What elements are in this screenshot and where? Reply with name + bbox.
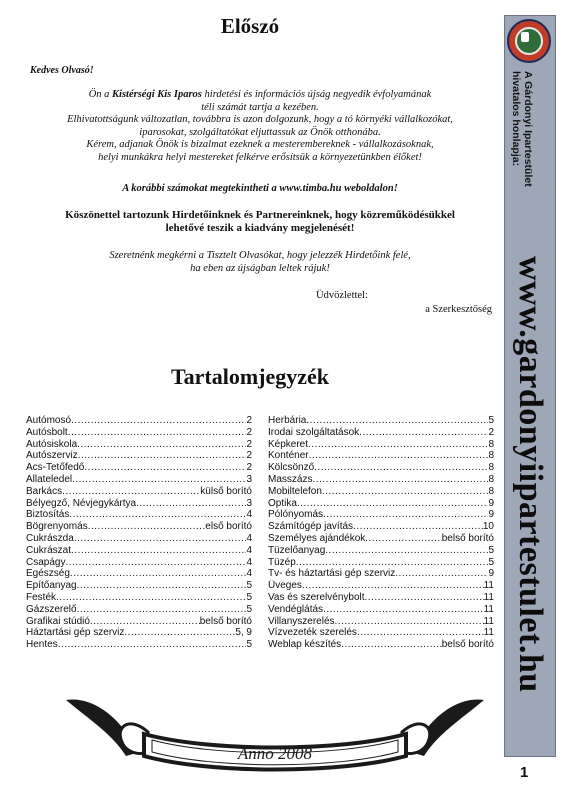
toc-entry-name: Ács-Tetőfedő	[26, 462, 85, 474]
toc-entry-page: külső borító	[200, 485, 252, 497]
toc-entry-name: Weblap készítés	[268, 639, 342, 651]
intro-rest: hirdetési és információs újság negyedik évfolyamának	[201, 89, 432, 100]
salutation: Kedves Olvasó!	[30, 65, 94, 76]
toc-leader-dots	[297, 498, 489, 510]
sidebar-caption	[510, 71, 534, 187]
toc-entry	[268, 604, 494, 616]
toc-leader-dots	[77, 439, 246, 451]
toc-entry-page: 2	[246, 426, 252, 438]
toc-entry-name: Tüzép	[268, 556, 296, 568]
toc-entry-page: 8	[488, 450, 494, 462]
toc-title: Tartalomjegyzék	[170, 364, 330, 389]
toc-entry-page: 5	[488, 556, 494, 568]
toc-entry-page: 5	[246, 591, 252, 603]
toc-entry-page: 3	[246, 497, 252, 509]
toc-entry-page: 3	[246, 473, 252, 485]
guild-logo-icon	[507, 19, 551, 63]
toc-entry	[268, 498, 494, 510]
toc-entry-name: Grafikai stúdió	[26, 615, 90, 627]
toc-entry-name: Vas és szerelvénybolt	[268, 591, 365, 603]
toc-entry-name: Festék	[26, 591, 57, 603]
banner-text: Anno 2008	[237, 744, 313, 763]
toc-leader-dots	[74, 533, 247, 545]
toc-leader-dots	[296, 557, 489, 569]
toc-entry	[26, 568, 252, 580]
toc-entry-page: 11	[483, 591, 494, 603]
toc-entry-page: 9	[488, 509, 494, 521]
toc-entry	[268, 427, 494, 439]
toc-entry	[268, 557, 494, 569]
toc-leader-dots	[365, 592, 484, 604]
publication-name: Kistérségi Kis Iparos	[112, 89, 202, 100]
sidebar-line-2: hivatalos honlapja:	[510, 71, 522, 167]
toc-entry	[268, 627, 494, 639]
toc-leader-dots	[395, 568, 488, 580]
toc-entry-name: Számítógép javítás	[268, 521, 354, 533]
toc-leader-dots	[357, 627, 484, 639]
request-line-1: Szeretnénk megkérni a Tisztelt Olvasókat, hogy jelezzék Hirdetőink felé,	[109, 250, 411, 261]
toc-entry	[268, 462, 494, 474]
toc-entry-page: 2	[246, 438, 252, 450]
sidebar-line-1: A Gárdonyi Ipartestület	[522, 71, 534, 187]
toc-entry	[26, 462, 252, 474]
toc-entry	[26, 415, 252, 427]
toc-entry-name: Pólónyomás	[268, 509, 324, 521]
toc-entry-page: 5, 9	[235, 627, 252, 639]
toc-leader-dots	[314, 462, 488, 474]
toc-leader-dots	[323, 509, 488, 521]
toc-leader-dots	[306, 415, 488, 427]
toc-entry-page: 10	[482, 521, 494, 533]
toc-entry-page: 11	[483, 603, 494, 615]
toc-leader-dots	[136, 498, 246, 510]
toc-entry	[268, 639, 494, 651]
toc-entry-name: Mobiltelefon	[268, 485, 322, 497]
toc-entry-name: Vízvezeték szerelés	[268, 627, 357, 639]
page-number: 1	[520, 764, 529, 781]
thanks-line-1: Köszönettel tartozunk Hirdetőinknek és Partnereinknek, hogy közreműködésükkel	[65, 209, 455, 221]
toc-entry-page: 11	[483, 580, 494, 592]
toc-entry-page: 2	[488, 426, 494, 438]
greeting: Üdvözlettel:	[316, 290, 368, 301]
toc-leader-dots	[322, 486, 489, 498]
intro-line-4: iparosokat, szolgáltatókat eljuttassuk az Önök otthonába.	[139, 126, 381, 138]
toc-entry-page: 8	[488, 485, 494, 497]
intro-prefix: Ön a	[88, 89, 113, 100]
toc-entry-page: 5	[246, 639, 252, 651]
toc-entry	[268, 545, 494, 557]
toc-entry-name: Csapágy	[26, 556, 66, 568]
toc-leader-dots	[335, 616, 484, 628]
intro-paragraph	[20, 89, 500, 165]
toc-leader-dots	[84, 462, 246, 474]
toc-leader-dots	[308, 439, 488, 451]
toc-leader-dots	[58, 639, 247, 651]
logo-center-mark	[521, 32, 529, 42]
toc-entry	[268, 616, 494, 628]
toc-entry	[268, 592, 494, 604]
toc-entry	[268, 533, 494, 545]
toc-entry-name: Villanyszerelés	[268, 615, 335, 627]
intro-line-6: helyi munkákra helyi mestereket felkérve erősítsük a környezetünkben élőket!	[98, 151, 422, 163]
toc-entry-page: 4	[246, 544, 252, 556]
toc-entry-name: Hentes	[26, 639, 58, 651]
toc-entry	[268, 568, 494, 580]
toc-entry-name: Kölcsönző	[268, 462, 315, 474]
toc-entry-name: Vendéglátás	[268, 603, 324, 615]
toc-entry-page: 5	[488, 544, 494, 556]
toc-entry-name: Bélyegző, Névjegykártya	[26, 497, 137, 509]
toc-entry-page: belső borító	[199, 615, 252, 627]
toc-leader-dots	[77, 604, 247, 616]
toc-entry	[26, 450, 252, 462]
toc-entry-page: 5	[488, 415, 494, 426]
website-sidebar	[504, 15, 556, 757]
toc-entry	[26, 509, 252, 521]
toc-entry	[26, 639, 252, 651]
toc-entry-name: Autósiskola	[26, 438, 78, 450]
toc-leader-dots	[88, 521, 206, 533]
toc-entry-page: 4	[246, 532, 252, 544]
toc-leader-dots	[56, 592, 246, 604]
toc-column-right	[268, 415, 494, 651]
toc-leader-dots	[72, 474, 246, 486]
website-url[interactable]: www.gardonyiipartestulet.hu	[512, 256, 549, 693]
toc-entry-name: Építőanyag	[26, 580, 77, 592]
toc-leader-dots	[341, 639, 442, 651]
toc-entry-page: 8	[488, 462, 494, 474]
toc-entry-page: belső borító	[441, 532, 494, 544]
toc-entry-name: Tv- és háztartási gép szerviz	[268, 568, 396, 580]
toc-leader-dots	[77, 580, 247, 592]
toc-entry	[268, 521, 494, 533]
toc-entry	[26, 498, 252, 510]
toc-leader-dots	[69, 509, 246, 521]
toc-entry-name: Egészség	[26, 568, 70, 580]
logo-inner-ring	[515, 27, 543, 55]
intro-line-3: Elhivatottságunk változatlan, továbbra is azon dolgozunk, hogy a tó környéki vállalkozókat,	[67, 114, 453, 126]
toc-entry	[268, 474, 494, 486]
toc-entry-page: 2	[246, 415, 252, 426]
toc-entry	[26, 427, 252, 439]
toc-entry	[26, 486, 252, 498]
toc-entry-name: Herbária	[268, 415, 307, 426]
toc-entry	[26, 474, 252, 486]
toc-entry-name: Bögrenyomás	[26, 521, 88, 533]
toc-leader-dots	[68, 427, 247, 439]
toc-entry	[26, 545, 252, 557]
toc-entry-name: Optika	[268, 497, 297, 509]
toc-entry	[26, 604, 252, 616]
toc-entry-page: 8	[488, 473, 494, 485]
toc-leader-dots	[65, 557, 246, 569]
toc-leader-dots	[312, 474, 488, 486]
toc-entry-name: Autósbolt	[26, 426, 68, 438]
toc-leader-dots	[62, 486, 200, 498]
toc-entry-name: Állateledel	[26, 473, 73, 485]
toc-entry-page: 5	[246, 603, 252, 615]
toc-entry-page: első borító	[205, 521, 252, 533]
intro-line-1	[20, 89, 500, 102]
toc-entry-name: Masszázs	[268, 473, 313, 485]
toc-entry	[268, 439, 494, 451]
toc-entry	[26, 616, 252, 628]
toc-entry-page: 5	[246, 580, 252, 592]
toc-entry-name: Személyes ajándékok	[268, 532, 366, 544]
toc-entry-page: belső borító	[441, 639, 494, 651]
toc-entry	[268, 415, 494, 427]
toc-entry-page: 4	[246, 509, 252, 521]
toc-entry	[268, 509, 494, 521]
thanks-line-2: lehetővé teszik a kiadvány megjelenését!	[165, 222, 355, 234]
toc-entry	[268, 486, 494, 498]
toc-entry-page: 11	[483, 615, 494, 627]
toc-entry-page: 8	[488, 438, 494, 450]
toc-column-left	[26, 415, 252, 651]
request-line-2: ha eben az újságban leltek rájuk!	[190, 262, 330, 274]
toc-entry-name: Cukrászat	[26, 544, 72, 556]
toc-leader-dots	[359, 427, 488, 439]
toc-entry	[268, 580, 494, 592]
toc-entry-name: Cukrászda	[26, 532, 74, 544]
toc-entry-name: Üveges	[268, 580, 302, 592]
toc-entry-name: Barkács	[26, 485, 63, 497]
toc-leader-dots	[90, 616, 200, 628]
toc-entry-name: Irodai szolgáltatások	[268, 426, 360, 438]
toc-entry-name: Autómosó	[26, 415, 72, 426]
toc-leader-dots	[353, 521, 483, 533]
intro-line-5: Kérem, adjanak Önök is bizalmat ezeknek a mesterembereknek - vállalkozásoknak,	[86, 139, 434, 151]
anno-banner	[60, 686, 490, 782]
toc-entry-page: 2	[246, 462, 252, 474]
toc-entry-page: 9	[488, 568, 494, 580]
signature: a Szerkesztőség	[425, 304, 492, 315]
toc-entry-name: Autószerviz	[26, 450, 78, 462]
toc-entry	[26, 533, 252, 545]
toc-entry-name: Konténer	[268, 450, 309, 462]
toc-leader-dots	[78, 450, 247, 462]
toc-entry-name: Képkeret	[268, 438, 309, 450]
toc-leader-dots	[124, 627, 235, 639]
toc-entry-page: 4	[246, 568, 252, 580]
toc-leader-dots	[302, 580, 484, 592]
toc-entry-name: Biztosítás	[26, 509, 70, 521]
toc-entry-name: Tüzelőanyag	[268, 544, 326, 556]
toc-entry	[26, 557, 252, 569]
request-paragraph	[20, 250, 500, 275]
toc-entry-name: Gázszerelő	[26, 603, 77, 615]
toc-leader-dots	[71, 545, 246, 557]
toc-entry-page: 4	[246, 556, 252, 568]
toc-entry	[268, 450, 494, 462]
toc-leader-dots	[71, 415, 246, 427]
toc-entry	[26, 627, 252, 639]
toc-entry-page: 11	[483, 627, 494, 639]
toc-entry-page: 9	[488, 497, 494, 509]
toc-leader-dots	[325, 545, 488, 557]
toc-leader-dots	[309, 450, 489, 462]
toc-leader-dots	[365, 533, 441, 545]
website-note: A korábbi számokat megtekintheti a www.timba.hu weboldalon!	[122, 183, 398, 194]
toc-entry	[26, 592, 252, 604]
toc-entry-name: Háztartási gép szerviz	[26, 627, 125, 639]
foreword-title: Előszó	[220, 14, 280, 38]
toc-entry	[26, 580, 252, 592]
intro-line-2: téli számát tartja a kezében.	[201, 101, 319, 113]
toc-leader-dots	[70, 568, 247, 580]
toc-leader-dots	[323, 604, 484, 616]
toc-entry-page: 2	[246, 450, 252, 462]
toc-entry	[26, 439, 252, 451]
thanks-paragraph	[20, 209, 500, 235]
toc-entry	[26, 521, 252, 533]
